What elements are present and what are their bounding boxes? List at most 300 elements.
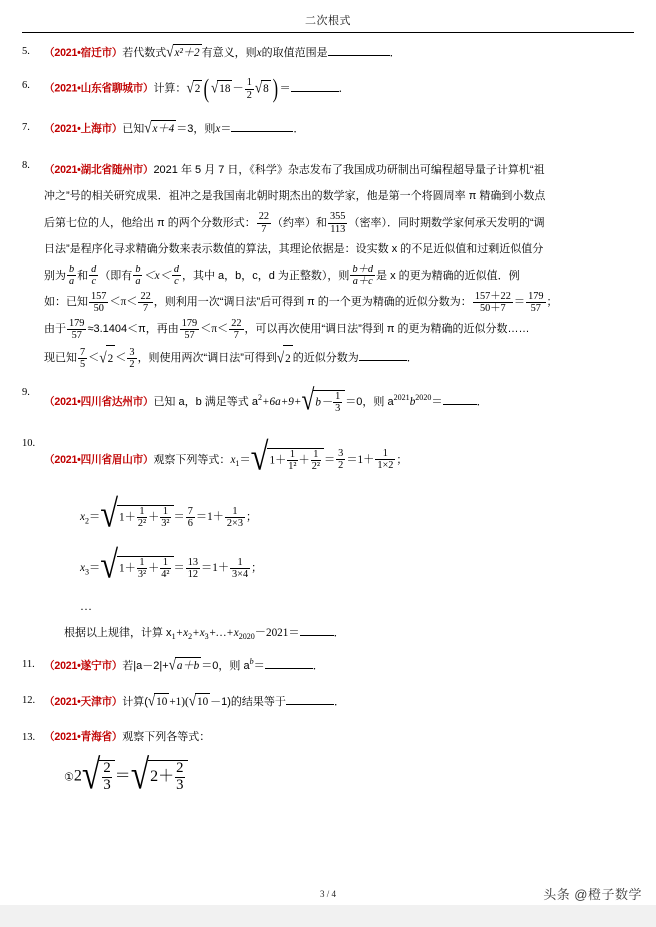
period: ． [333,696,345,709]
fraction-result [186,557,200,580]
question-line-1: 2021 年 5 月 7 日，《科学》杂志发布了我国成功研制出可编程超导量子计算机“祖 [153,164,545,177]
fraction-numerator: 1 [382,447,388,459]
fraction-179-57 [526,291,545,314]
equals-sign: ＝ [114,767,131,785]
inequality: ＜x＜ [143,269,171,282]
question-stem-c: 的取值范围是 [261,46,328,59]
page-title: 二次根式 [305,15,351,27]
sqrt-outer [186,79,202,99]
fraction-numerator: 1 [162,557,168,569]
sqrt-inner-first [211,79,232,99]
question-source: （2021•湖北省随州市） [44,164,154,177]
fraction-179-57b [67,318,86,341]
sequence-var: x [80,511,85,524]
question-source: （2021•山东省聊城市） [44,82,154,95]
sequence-index: 1 [235,458,240,468]
sequence-ellipsis: … [80,598,94,613]
question-source: （2021•四川省眉山市） [44,453,154,466]
fraction-denominator: 50 [89,302,108,314]
fraction-numerator: 3 [129,346,135,358]
fraction-3-2 [127,347,136,370]
exponent-2: 2 [257,393,262,403]
fraction-denominator: 113 [328,223,347,235]
equals-sign: ＝ [513,296,526,309]
sqrt-10-second [189,692,210,712]
semicolon: ； [245,511,257,524]
fraction-numerator: 3 [338,447,344,459]
footer-bar [0,905,656,927]
index-2020: 2020 [238,632,255,642]
exponent-2021: 2021 [393,393,410,403]
fraction-denominator: 3 [103,777,111,794]
variable-x: x [215,122,221,135]
radical-sign: √ [100,543,119,588]
fraction-1-over-4sq [160,557,170,580]
question-stem-b: ＝0，则 a [201,659,250,672]
one: 1＋ [119,562,136,575]
question-stem-b: ＝3，则 [176,122,216,135]
question-stem-c: ＝0，则 a [345,395,394,408]
line8-text-a: 现已知 [44,352,77,365]
fraction-numerator: 179 [181,317,198,329]
conclusion-text-e: －2021＝ [254,626,300,639]
question-stem-b: +1)( [169,696,189,709]
radical-sign: √ [130,752,150,799]
fraction-denominator: 3 [176,777,184,794]
line8-text-e: 的近似分数为 [292,352,359,365]
fraction-denominator: 2×3 [226,517,243,529]
question-source: （2021•遂宁市） [44,659,123,672]
fraction-numerator: b [135,264,141,276]
equals-sign-3: ＝1＋ [346,453,375,466]
question-line-4: 日法”是程序化寻求精确分数来表示数值的算法，其理论依据是：设实数 x 的不足近似值和过剩近似值分 [44,242,544,255]
line8-text-d: ，则使用两次“调日法”可得到 [137,352,277,365]
fraction-d-c-2 [172,264,181,287]
fraction-denominator: 2 [246,89,252,101]
fraction-numerator: 1 [139,557,145,569]
inequality-2: ＜ [115,352,127,365]
line7-text-a: 由于 [44,323,66,336]
plus: ＋ [148,562,160,575]
question-stem: 计算( [122,696,148,709]
fraction-numerator: b＋d [352,264,374,276]
exponent-b: b [249,657,254,667]
fraction-numerator: 2 [176,760,184,777]
fraction-denominator: 57 [180,329,199,341]
line7-text-d: ，可以再次使用“调日法”得到 π 的更为精确的近似分数…… [244,323,530,336]
fraction-numerator: d [173,264,179,276]
equals-sign-2: ＝ [323,453,336,466]
question-7 [22,119,634,139]
question-number: 6. [22,80,30,92]
fraction-1-over-2sq [137,506,147,529]
fraction-result [336,448,345,471]
fraction-157-50 [89,291,108,314]
sequence-line-x3 [22,543,634,588]
semicolon: ； [251,562,263,575]
fraction-179-57c [180,318,199,341]
equals-sign-3: ＝1＋ [195,511,224,524]
period: ． [476,395,488,408]
fraction-numerator: 1 [232,505,238,517]
sequence-index: 3 [84,567,89,577]
fraction-denominator: c [89,275,98,287]
sqrt-expression [169,656,202,676]
equals-sign: ＝ [89,511,101,524]
radicand: 8 [261,80,271,98]
fraction-denominator: 1² [288,460,297,472]
question-stem-c: －1)的结果等于 [210,696,286,709]
fraction-denominator: 1×2 [377,460,394,471]
period: ． [293,122,305,135]
question-number: 8. [22,160,30,172]
variable-b: b [409,395,416,408]
fraction-numerator: 7 [187,505,193,517]
fraction-final [230,557,250,580]
question-line-2: 冲之”号的相关研究成果．祖冲之是我国南北朝时期杰出的数学家，他是第一个将圆周率 π 精确到小数点 [44,190,546,203]
question-6 [22,74,634,104]
fraction-numerator: b [69,264,75,276]
question-number: 13. [22,731,36,743]
question-text [44,692,634,712]
fraction-denominator: 3² [137,569,147,581]
inequality: ＜π＜ [109,296,138,309]
question-text [44,435,634,485]
radical-sign: √ [144,118,152,136]
radical-sign: √ [147,692,156,710]
fraction-numerator: 1 [139,506,145,518]
fraction-numerator: 22 [258,211,269,223]
fraction-numerator: 1 [289,448,295,460]
radicand [117,505,174,529]
line5-text-e: ，其中 a，b，c，d 为正整数），则 [181,269,350,282]
answer-blank[interactable] [328,45,390,56]
fraction-numerator: 179 [69,317,85,329]
question-line-8 [44,343,634,374]
fraction-denominator: 4² [161,569,170,581]
fraction-numerator: 22 [231,317,242,329]
fraction-1-over-3sq [137,557,147,580]
radicand [117,556,174,580]
sqrt-inner-second [255,79,271,99]
index-2: 2 [188,632,193,642]
fraction-1-over-1sq [287,449,297,472]
fraction-numerator: 1 [162,506,168,518]
equals-sign: ＝ [253,659,265,672]
line5-text-c: （即有 [99,269,133,282]
question-source: （2021•宿迁市） [44,46,123,59]
whole-part: 2＋ [150,768,175,786]
question-stem: 计算： [153,82,187,95]
conclusion-text-c: +x [192,626,205,639]
fraction-denominator: 2² [137,518,147,530]
fraction-1-over-3sq [160,506,170,529]
radicand-text: b－ [315,396,333,409]
equals-sign-2: ＝ [173,511,185,524]
question-line-6 [44,289,634,316]
radical-sign: √ [100,492,119,537]
semicolon: ； [396,453,408,466]
answer-blank[interactable] [265,658,313,669]
question-number: 12. [22,695,36,707]
question-number: 11. [22,658,35,670]
fraction-numerator: 1 [246,77,252,89]
fraction-numerator: 1 [313,448,319,460]
fraction-final [375,448,395,471]
line3-text-b: （约率）和 [272,216,327,229]
fraction-2-3 [102,761,111,794]
fraction-denominator: 6 [187,517,193,529]
fraction-denominator: 50＋7 [473,302,513,314]
fraction-numerator: 179 [528,290,544,302]
inequality: ＜π＜ [200,323,229,336]
plus: ＋ [148,511,160,524]
equals-sign: ＝ [431,395,443,408]
question-stem: 若代数式 [122,46,167,59]
sqrt-mixed [130,752,188,799]
fraction-one-half [245,77,254,100]
question-10 [22,435,634,485]
fraction-denominator: 12 [187,568,199,580]
one: 1＋ [119,511,136,524]
fraction-denominator: a [69,276,75,288]
fraction-22-7 [257,211,271,234]
fraction-numerator: 13 [187,556,199,568]
index-1: 1 [171,632,176,642]
question-source: （2021•上海市） [44,122,123,135]
question-text [44,384,634,420]
fraction-numerator: 2 [103,760,111,777]
document-content [0,33,656,799]
fraction-b-a [67,264,76,287]
fraction-denominator: 57 [67,329,86,341]
fraction-denominator: 57 [526,302,545,314]
question-stem: 已知 [122,122,145,135]
sequence-var: x [80,562,85,575]
question-text [44,656,634,676]
conclusion-text-a: 根据以上规律，计算 x [64,626,172,639]
watermark: 头条 @橙子数学 [543,887,642,902]
question-13-item-1 [22,752,634,799]
question-text [44,74,634,104]
fraction-final [225,506,245,529]
left-paren: ( [203,74,210,104]
line6-text-c: ，则利用一次“调日法”后可得到 π 的一个更为精确的近似分数为： [153,296,472,309]
question-11 [22,656,634,676]
question-text [44,729,634,746]
fraction-denominator: 2² [311,460,320,472]
question-stem: 观察下列等式： [153,453,231,466]
exponent-2020: 2020 [415,393,432,403]
equals-sign: ＝ [239,453,251,466]
variable-x: x [256,46,262,59]
question-10-conclusion [22,624,634,640]
question-line-5 [44,263,634,290]
sequence-index: 2 [84,516,89,526]
radicand: x²＋2 [173,44,202,62]
inequality: ＜ [88,352,100,365]
question-stem-c: ＝ [220,122,232,135]
fraction-denominator: a [135,276,141,288]
question-number: 5. [22,46,30,57]
fraction-bd-ac [350,264,375,287]
question-8 [22,157,634,374]
radical-sign: √ [186,78,194,96]
answer-blank[interactable] [359,350,407,361]
question-source: （2021•青海省） [44,730,123,743]
one: 1＋ [269,454,287,467]
minus-sign: － [232,82,244,95]
radicand [267,448,324,472]
sqrt-2 [99,343,115,374]
radicand [148,760,187,794]
question-text [44,157,634,374]
polynomial: +6a+9+ [262,395,302,408]
index-3: 3 [204,632,209,642]
fraction-denominator: a＋c [350,275,375,287]
fraction-7-5 [78,347,87,370]
radicand: x＋4 [151,120,177,138]
fraction-denominator: 3 [335,403,341,415]
answer-blank[interactable] [231,121,293,132]
answer-blank[interactable] [291,81,339,92]
question-source: （2021•天津市） [44,696,123,709]
question-text [44,119,634,139]
question-stem: 若|a－2|+ [122,659,169,672]
period: ． [312,659,324,672]
semicolon: ； [546,296,558,309]
period: ． [338,82,350,95]
radical-sign: √ [276,348,285,367]
radicand: 2 [283,345,293,372]
equals-sign: ＝ [279,82,291,95]
page-number: 3 / 4 [319,889,336,899]
fraction-d-c [89,264,98,287]
fraction-355-113 [328,211,347,234]
sqrt-expression [166,43,201,63]
fraction-b-a-2 [133,264,142,287]
fraction-denominator: 3×4 [232,568,249,580]
sequence-var: x [230,453,236,466]
radical-sign: √ [188,692,196,710]
conclusion-text-d: +…+x [208,626,239,639]
fraction-1-3 [333,391,342,414]
fraction-numerator: 1 [237,556,243,568]
question-source: （2021•四川省达州市） [44,395,154,408]
sqrt-expression [100,543,173,588]
line5-text-a: 别为 [44,269,66,282]
sqrt-fraction [81,752,115,799]
question-number: 9. [22,387,30,399]
radicand: 2 [193,80,203,98]
fraction-denominator: 2 [129,358,135,370]
fraction-numerator: d [91,264,97,276]
radicand: 10 [195,693,210,711]
fraction-denominator: 7 [229,329,243,341]
question-9 [22,384,634,420]
fraction-numerator: 1 [335,391,341,403]
period: ． [406,352,418,365]
radical-sign: √ [81,752,101,799]
radical-sign: √ [301,384,315,418]
fraction-denominator: 3² [161,518,170,530]
sqrt-10-first [148,692,169,712]
line3-text-a: 后第七位的人，他给出 π 的两个分数形式： [44,216,256,229]
line5-text-b: 和 [77,269,89,282]
radicand: a＋b [175,657,201,675]
fraction-denominator: 2 [338,460,344,471]
sqrt-expression [251,435,324,485]
question-stem-b: 有意义，则 [201,46,257,59]
fraction-result [186,506,195,529]
question-5 [22,43,634,63]
fraction-2-3-inner [175,761,184,794]
answer-blank[interactable] [286,694,334,705]
fraction-numerator: 157＋22 [474,290,511,302]
radical-sign: √ [211,78,219,96]
sqrt-2b [277,343,293,374]
fraction-denominator: c [172,275,181,287]
radical-sign: √ [166,42,174,60]
question-line-7 [44,316,634,343]
sqrt-expression [144,119,176,139]
equals-sign: ＝ [89,562,101,575]
sqrt-expression [301,384,345,420]
answer-blank[interactable] [300,625,334,636]
line3-text-c: （密率）．同时期数学家何承天发明的“调 [348,216,545,229]
fraction-denominator: 7 [138,302,152,314]
question-line-3 [44,210,634,237]
plus: ＋ [298,454,310,467]
fraction-numerator: 157 [91,290,107,302]
item-marker: ① [64,771,74,784]
radical-sign: √ [254,78,263,96]
fraction-denominator: 5 [80,358,86,370]
fraction-numerator: 355 [330,211,346,223]
radicand: 10 [154,693,169,711]
radicand [313,390,345,414]
radicand: 18 [217,80,232,98]
radical-sign: √ [99,348,107,367]
answer-blank[interactable] [443,394,477,405]
radical-sign: √ [168,655,176,673]
question-12 [22,692,634,712]
radical-sign: √ [250,435,269,479]
period: ． [389,46,401,59]
fraction-22-7c [229,318,243,341]
conclusion-text-b: +x [175,626,189,639]
radicand: 2 [106,345,116,372]
question-text [44,43,634,63]
line7-text-b: ≈3.1404＜π，再由 [87,323,179,336]
right-paren: ) [272,74,278,104]
coefficient: 2 [73,767,82,785]
fraction-1-over-2sq [311,449,321,472]
question-13 [22,729,634,746]
line5-text-f: 是 x 的更为精确的近似值．例 [376,269,520,282]
equals-sign-3: ＝1＋ [201,562,230,575]
fraction-denominator: 7 [257,223,271,235]
question-stem: 观察下列各等式： [122,730,211,743]
line6-text-a: 如：已知 [44,296,88,309]
equals-sign-2: ＝ [173,562,185,575]
fraction-numerator: 7 [80,346,86,358]
question-number: 10. [22,437,36,449]
sequence-line-x2 [22,492,634,537]
fraction-22-7b [138,291,152,314]
fraction-sum [473,291,513,314]
sqrt-expression [100,492,173,537]
